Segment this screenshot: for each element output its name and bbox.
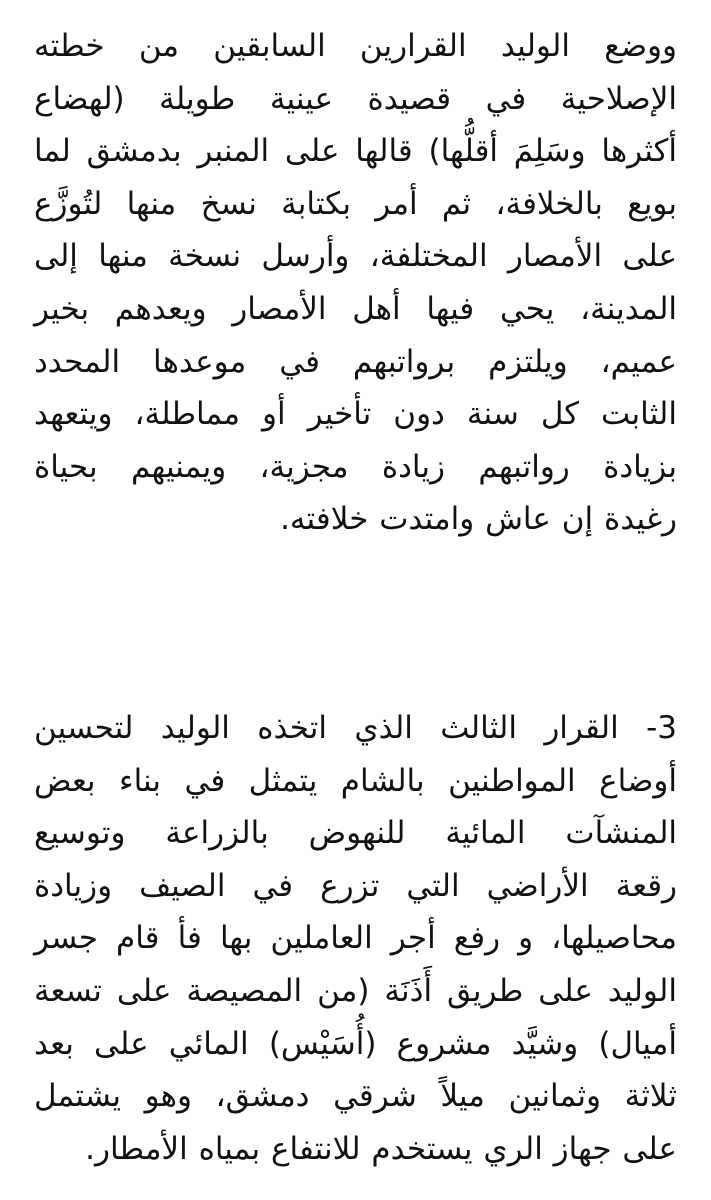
text-line: الثابت كل سنة دون تأخير أو مماطلة، ويتعهد xyxy=(34,396,677,433)
text-line: الإصلاحية في قصيدة عينية طويلة (لهضاع xyxy=(34,80,677,117)
text-line: رغيدة إن عاش وامتدت خلافته. xyxy=(280,501,677,538)
text-line: رقعة الأراضي التي تزرع في الصيف وزيادة xyxy=(34,867,677,904)
text-line: ثلاثة وثمانين ميلاً شرقي دمشق، وهو يشتمل xyxy=(34,1078,677,1115)
text-line: على جهاز الري يستخدم للانتفاع بمياه الأمطار. xyxy=(85,1130,677,1167)
text-line: المنشآت المائية للنهوض بالزراعة وتوسيع xyxy=(34,815,677,852)
text-line: ووضع الوليد القرارين السابقين من خطته xyxy=(34,28,677,64)
text-line: 3- القرار الثالث الذي اتخذه الوليد لتحسين xyxy=(34,709,677,746)
text-line: محاصيلها، و رفع أجر العاملين بها فأ قام جسر xyxy=(34,920,677,957)
text-line: أكثرها وسَلِمَ أقلُّها) قالها على المنبر بدمشق لما xyxy=(34,133,677,170)
text-line: المدينة، يحي فيها أهل الأمصار ويعدهم بخير xyxy=(34,290,677,327)
text-line: أميال) وشيَّد مشروع (أُسَيْس) المائي على بعد xyxy=(34,1025,677,1062)
text-line: الوليد على طريق أَذَنَة (من المصيصة على تسعة xyxy=(34,972,677,1009)
text-line: بويع بالخلافة، ثم أمر بكتابة نسخ منها لتُوزَّع xyxy=(34,185,677,222)
text-line: بزيادة رواتبهم زيادة مجزية، ويمنيهم بحياة xyxy=(34,448,677,485)
paragraph-third-decision xyxy=(34,702,677,1175)
text-line: أوضاع المواطنين بالشام يتمثل في بناء بعض xyxy=(34,762,677,799)
text-line: عميم، ويلتزم برواتبهم في موعدها المحدد xyxy=(34,343,677,380)
text-line: على الأمصار المختلفة، وأرسل نسخة منها إلى xyxy=(34,238,677,275)
paragraph-walid-poem xyxy=(34,20,677,546)
